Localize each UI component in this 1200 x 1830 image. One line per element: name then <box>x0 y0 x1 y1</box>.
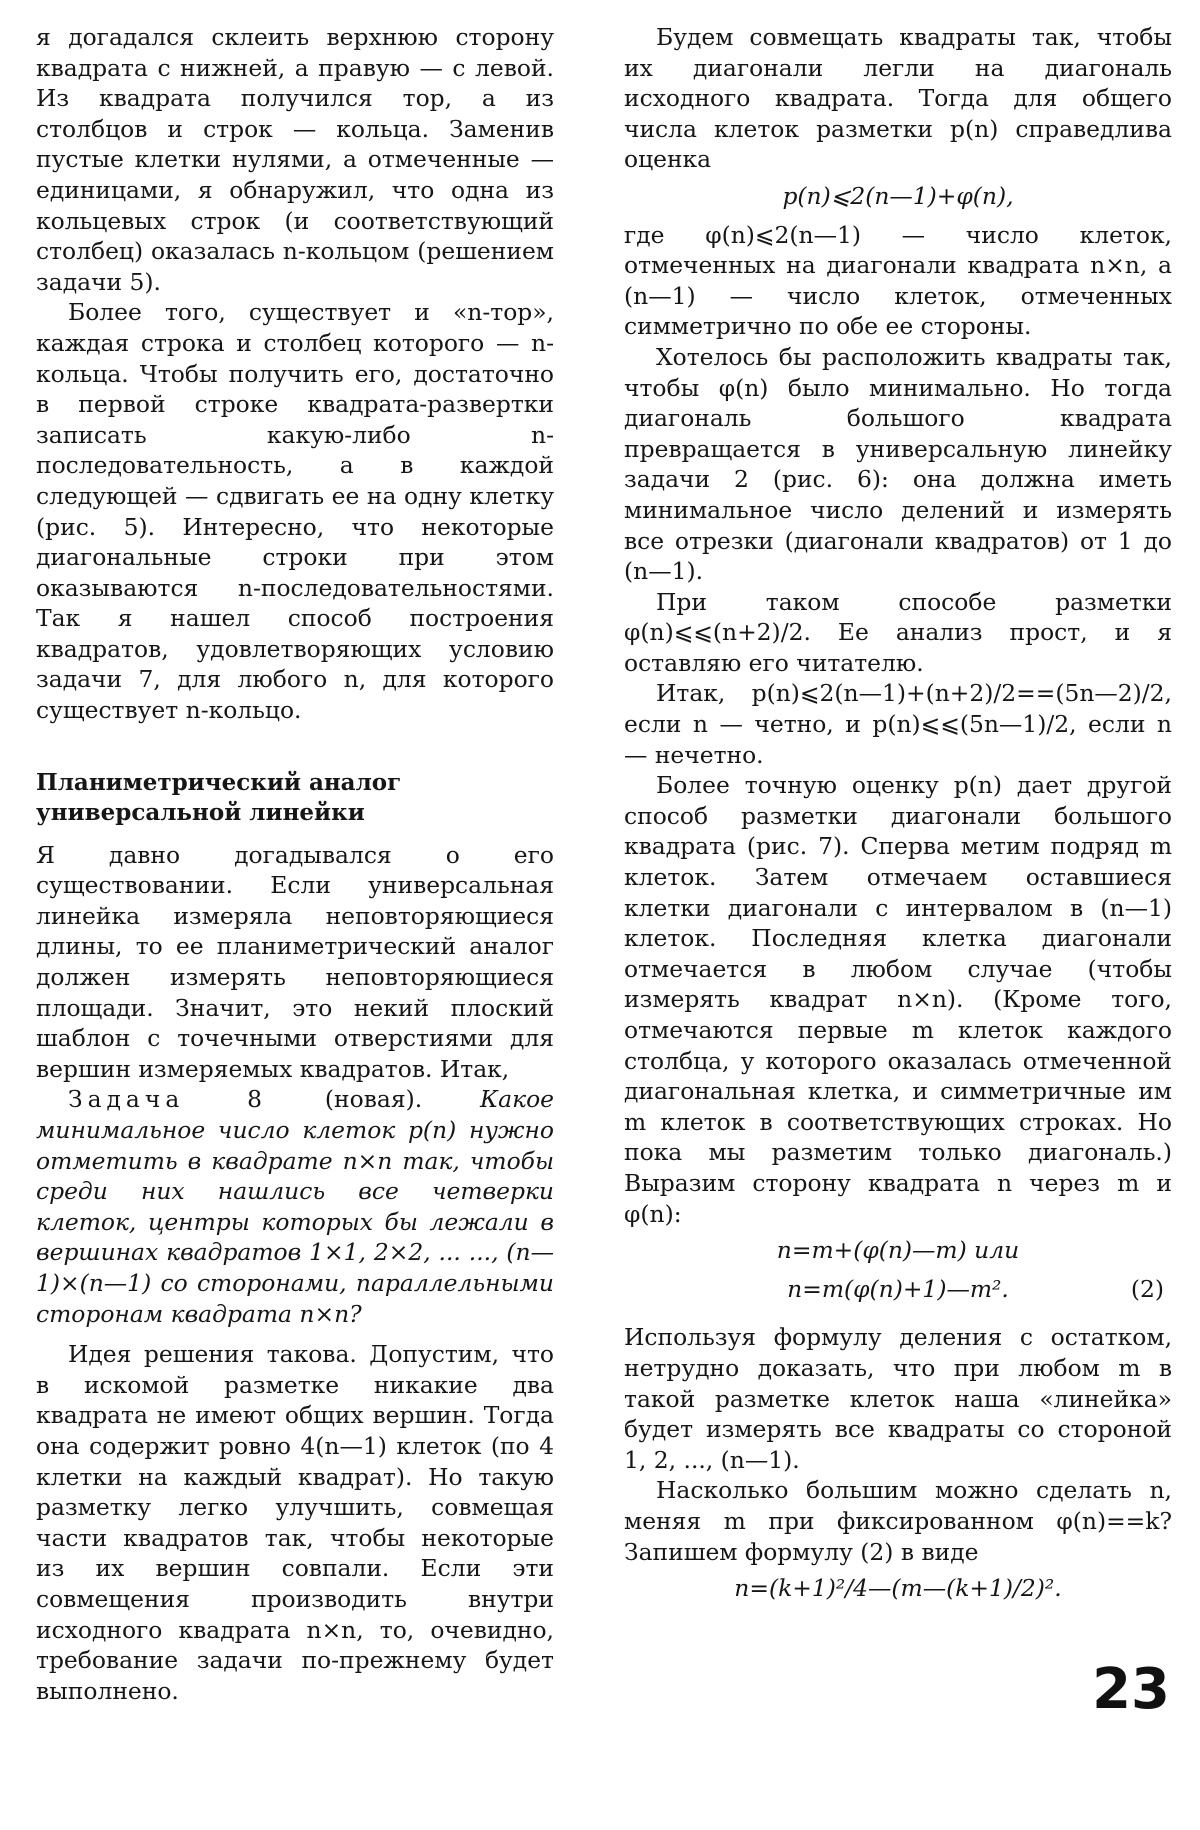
formula: n=m+(φ(n)—m) или <box>776 1236 1020 1265</box>
page-number: 23 <box>1092 1657 1170 1722</box>
task-new-marker: (новая). <box>267 1085 481 1114</box>
equation-number: (2) <box>1130 1274 1164 1303</box>
paragraph: где φ(n)⩽2(n—1) — число клеток, отмеченных на диагонали квадрата n×n, а (n—1) — число клеток, отмеченных симметрично по обе ее стороны. <box>624 220 1172 341</box>
formula: n=m(φ(n)+1)—m². <box>787 1274 1009 1303</box>
paragraph: Используя формулу деления с остатком, нетрудно доказать, что при любом m в такой разметке клеток наша «линейка» будет измерять все квадраты со стороной 1, 2, ..., (n—1). <box>624 1323 1172 1474</box>
paragraph: При таком способе разметки φ(n)⩽⩽(n+2)/2. Ее анализ прост, и я оставляю его читателю. <box>624 587 1172 677</box>
paragraph: Хотелось бы расположить квадраты так, чтобы φ(n) было минимально. Но тогда диагональ большого квадрата превращается в универсальную линейку задачи 2 (рис. 6): она должна иметь минимальное число делений и измерять все отрезки (диагонали квадратов) от 1 до (n—1). <box>624 342 1172 586</box>
section-heading: Планиметрический аналог универсальной линейки <box>36 768 402 826</box>
right-column <box>624 22 1172 1612</box>
formula-numbered <box>624 1274 1172 1305</box>
task-label: Задача 8 <box>68 1085 268 1114</box>
formula: p(n)⩽2(n—1)+φ(n), <box>782 181 1014 210</box>
paragraph: Будем совмещать квадраты так, чтобы их диагонали легли на диагональ исходного квадрата. Тогда для общего числа клеток разметки p(n) справедлива оценка <box>624 23 1172 174</box>
paragraph: Насколько большим можно сделать n, меняя m при фиксированном φ(n)==k? Запишем формулу (2) в виде <box>624 1476 1172 1566</box>
paragraph: Идея решения такова. Допустим, что в искомой разметке никакие два квадрата не имеют общих вершин. Тогда она содержит ровно 4(n—1) клеток (по 4 клетки на каждый квадрат). Но такую разметку легко улучшить, совмещая части квадратов так, чтобы некоторые из их вершин совпали. Если эти совмещения производить внутри исходного квадрата n×n, то, очевидно, требование задачи по-прежнему будет выполнено. <box>36 1340 554 1705</box>
task-text: Какое минимальное число клеток p(n) нужно отметить в квадрате n×n так, чтобы среди них нашлись все четверки клеток, центры которых бы лежали в вершинах квадратов 1×1, 2×2, ... ..., (n—1)×(n—1) со сторонами, параллельными сторонам квадрата n×n? <box>36 1085 554 1328</box>
paragraph: Более точную оценку p(n) дает другой способ разметки диагонали большого квадрата (рис. 7). Сперва метим подряд m клеток. Затем отмечаем оставшиеся клетки диагонали с интервалом в (n—1) клеток. Последняя клетка диагонали отмечается в любом случае (чтобы измерять квадрат n×n). (Кроме того, отмечаются первые m клеток каждого столбца, у которого оказалась отмеченной диагональная клетка, и симметричные им m клеток в соответствующих строках. Но пока мы разметим только диагональ.) Выразим сторону квадрата n через m и φ(n): <box>624 771 1172 1228</box>
task-statement <box>36 1084 554 1329</box>
paragraph: я догадался склеить верхнюю сторону квадрата с нижней, а правую — с левой. Из квадрата получился тор, а из столбцов и строк — кольца. Заменив пустые клетки нулями, а отмеченные — единицами, я обнаружил, что одна из кольцевых строк (и соответствующий столбец) оказалась n-кольцом (решением задачи 5). <box>36 23 554 296</box>
paragraph: Итак, p(n)⩽2(n—1)+(n+2)/2==(5n—2)/2, если n — четно, и p(n)⩽⩽(5n—1)/2, если n — нечетно. <box>624 679 1172 769</box>
left-column <box>36 22 554 1706</box>
paragraph: Более того, существует и «n-тор», каждая строка и столбец которого — n-кольца. Чтобы получить его, достаточно в первой строке квадрата-развертки записать какую-либо n-последовательность, а в каждой следующей — сдвигать ее на одну клетку (рис. 5). Интересно, что некоторые диагональные строки при этом оказываются n-последовательностями. Так я нашел способ построения квадратов, удовлетворяющих условию задачи 7, для любого n, для которого существует n-кольцо. <box>36 298 554 725</box>
paragraph: Я давно догадывался о его существовании. Если универсальная линейка измеряла неповторяющиеся длины, то ее планиметрический аналог должен измерять неповторяющиеся площади. Значит, это некий плоский шаблон с точечными отверстиями для вершин измеряемых квадратов. Итак, <box>36 840 554 1083</box>
formula: n=(k+1)²/4—(m—(k+1)/2)². <box>734 1574 1062 1603</box>
